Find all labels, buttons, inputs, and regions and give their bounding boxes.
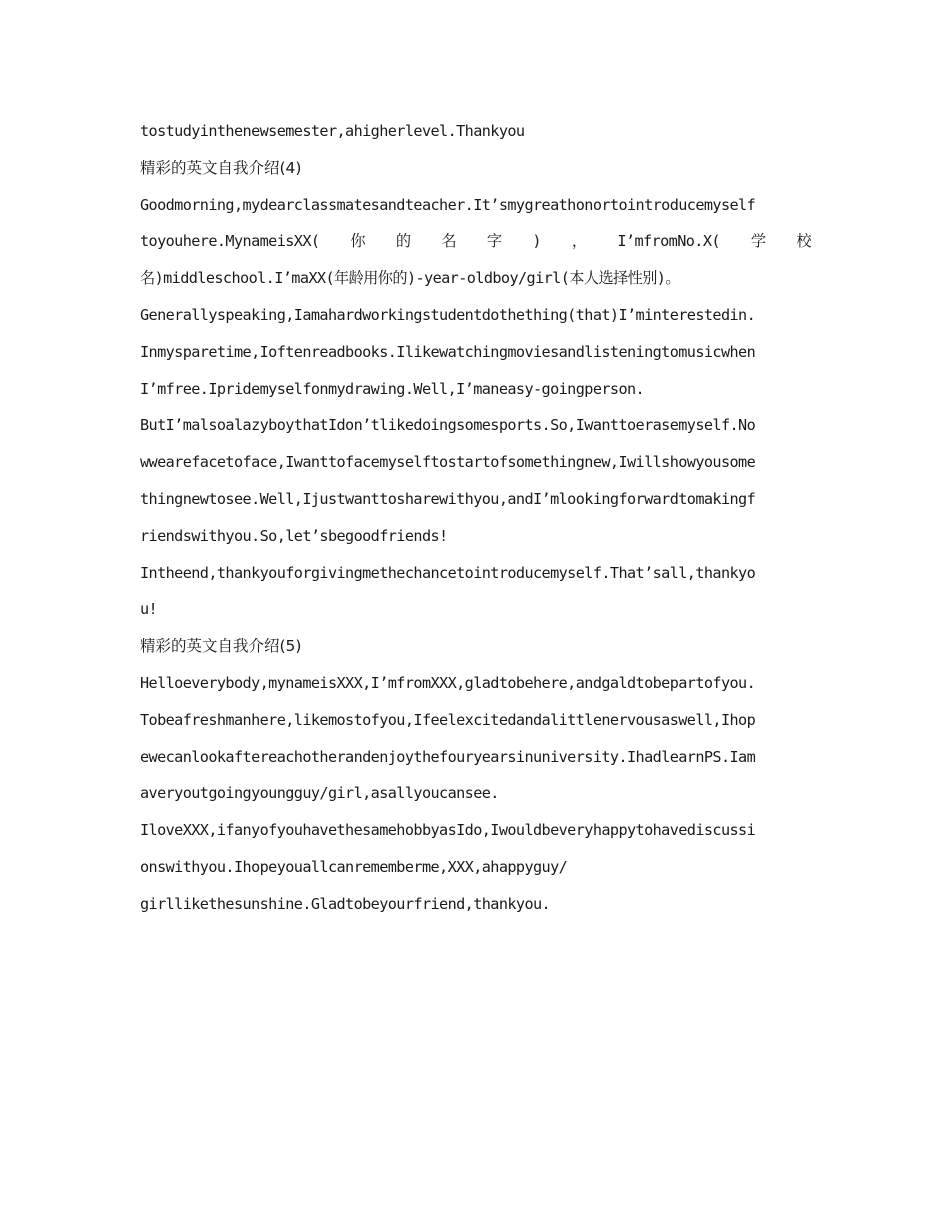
document-body xyxy=(140,113,811,923)
text-line: tostudyinthenewsemester,ahigherlevel.Thankyou xyxy=(140,122,525,140)
text-fragment: ， xyxy=(571,232,587,251)
text-fragment: ) xyxy=(532,232,541,251)
section-heading: 精彩的英文自我介绍(5) xyxy=(140,637,302,656)
text-line: Inmysparetime,Ioftenreadbooks.Ilikewatchingmoviesandlisteningtomusicwhen xyxy=(140,342,756,361)
text-line: I’mfree.Ipridemyselfonmydrawing.Well,I’maneasy-goingperson. xyxy=(140,379,645,398)
text-line: riendswithyou.So,let’sbegoodfriends! xyxy=(140,526,448,545)
text-fragment: 校 xyxy=(796,232,811,251)
text-line: wwearefacetoface,Iwanttofacemyselftostartofsomethingnew,Iwillshowyousome xyxy=(140,453,756,472)
text-line: Generallyspeaking,Iamahardworkingstudentdothething(that)I’minterestedin. xyxy=(140,305,756,324)
text-line: 名)middleschool.I’maXX(年龄用你的)-year-oldboy/girl(本人选择性别)。 xyxy=(140,269,680,288)
text-line: onswithyou.Ihopeyouallcanrememberme,XXX,ahappyguy/ xyxy=(140,857,568,876)
text-fragment: 学 xyxy=(750,232,766,251)
text-fragment: 你 xyxy=(350,232,365,251)
text-line: thingnewtosee.Well,Ijustwanttosharewithyou,andI’mlookingforwardtomakingf xyxy=(140,489,756,508)
text-fragment: 字 xyxy=(486,232,502,251)
text-line: averyoutgoingyoungguy/girl,asallyoucansee. xyxy=(140,784,499,803)
text-line xyxy=(140,223,811,260)
text-line: Helloeverybody,mynameisXXX,I’mfromXXX,gladtobehere,andgaldtobepartofyou. xyxy=(140,673,756,692)
text-fragment: 的 xyxy=(395,232,411,251)
text-fragment: toyouhere.MynameisXX( xyxy=(140,232,320,251)
text-line: u! xyxy=(140,600,158,619)
section-heading: 精彩的英文自我介绍(4) xyxy=(140,158,302,177)
text-fragment: 名 xyxy=(441,232,456,251)
text-line: IloveXXX,ifanyofyouhavethesamehobbyasIdo,Iwouldbeveryhappytohavediscussi xyxy=(140,821,756,840)
text-fragment: I’mfromNo.X( xyxy=(617,232,720,251)
text-line: Intheend,thankyouforgivingmethechancetointroducemyself.That’sall,thankyo xyxy=(140,563,756,582)
text-line: Tobeafreshmanhere,likemostofyou,Ifeelexcitedandalittlenervousaswell,Ihop xyxy=(140,710,756,729)
text-line: girllikethesunshine.Gladtobeyourfriend,thankyou. xyxy=(140,894,551,913)
text-line: Goodmorning,mydearclassmatesandteacher.It’smygreathonortointroducemyself xyxy=(140,195,756,214)
text-line: ButI’malsoalazyboythatIdon’tlikedoingsomesports.So,Iwanttoerasemyself.No xyxy=(140,416,756,435)
text-line: ewecanlookaftereachotherandenjoythefouryearsinuniversity.IhadlearnPS.Iam xyxy=(140,747,756,766)
